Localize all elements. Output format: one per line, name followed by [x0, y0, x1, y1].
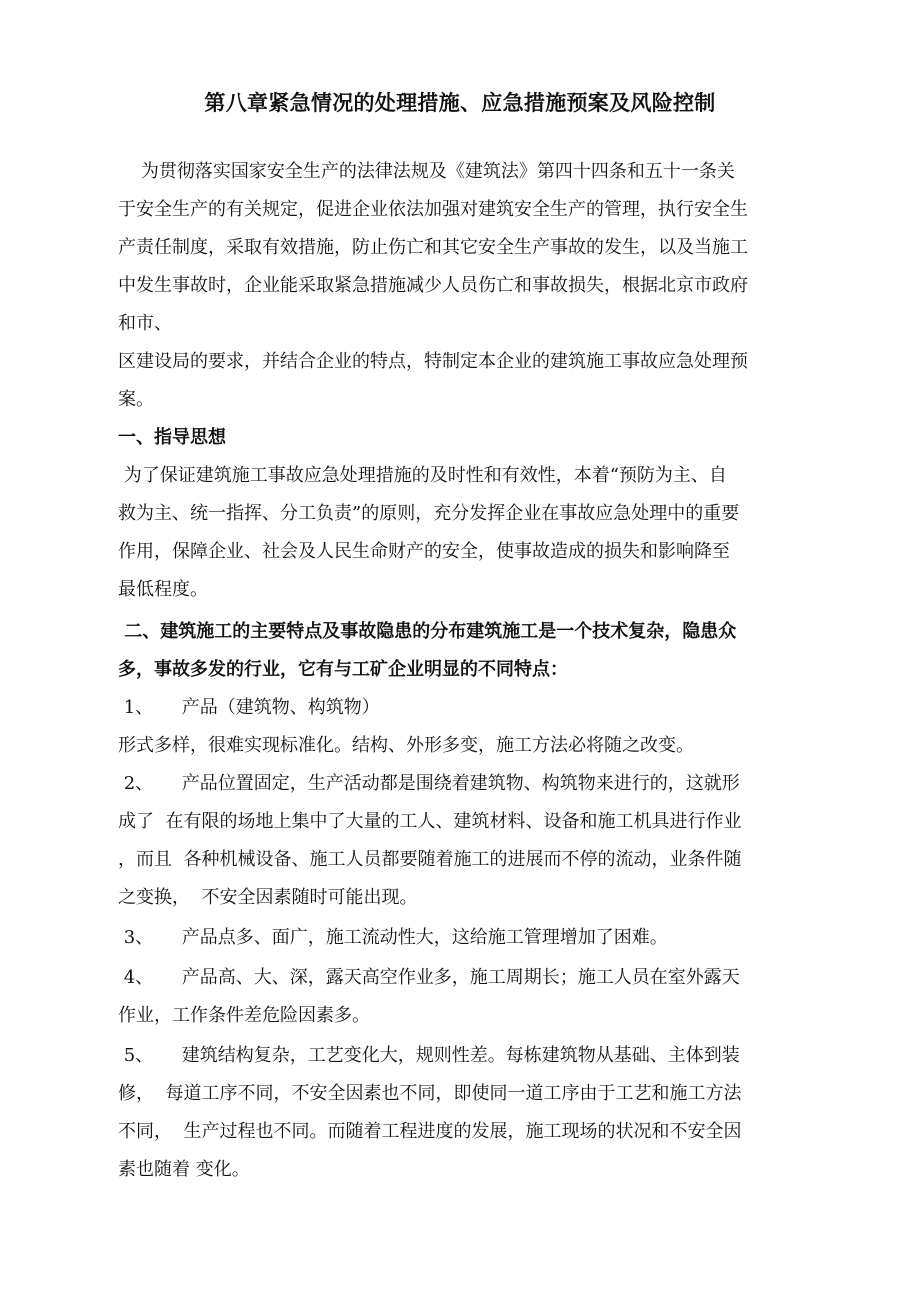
paragraph-line: 之变换， 不安全因素随时可能出现。 [118, 887, 418, 908]
paragraph-line: 为贯彻落实国家安全生产的法律法规及《建筑法》第四十四条和五十一条关 [118, 161, 735, 182]
paragraph-line: 作用，保障企业、社会及人民生命财产的安全，使事故造成的损失和影响降至 [118, 541, 730, 562]
paragraph-line: 最低程度。 [118, 579, 208, 600]
paragraph-line: ，而且 各种机械设备、施工人员都要随着施工的进展而不停的流动，业条件随 [118, 849, 742, 870]
paragraph-line: 修， 每道工序不同，不安全因素也不同，即使同一道工序由于工艺和施工方法 [118, 1083, 742, 1104]
paragraph-line: 作业，工作条件差危险因素多。 [118, 1005, 370, 1026]
paragraph-line: 案。 [118, 389, 154, 410]
paragraph-line: 不同， 生产过程也不同。而随着工程进度的发展，施工现场的状况和不安全因 [118, 1121, 742, 1142]
paragraph-line: 区建设局的要求，并结合企业的特点，特制定本企业的建筑施工事故应急处理预 [118, 351, 748, 372]
paragraph-line: 中发生事故时，企业能采取紧急措施减少人员伤亡和事故损失，根据北京市政府 [118, 275, 748, 296]
paragraph-line: 产责任制度，采取有效措施，防止伤亡和其它安全生产事故的发生，以及当施工 [118, 237, 748, 258]
list-item: 1、 产品（建筑物、构筑物） [118, 697, 380, 718]
section-heading: 多，事故多发的行业，它有与工矿企业明显的不同特点： [118, 659, 568, 680]
paragraph-line: 救为主、统一指挥、分工负责”的原则，充分发挥企业在事故应急处理中的重要 [118, 503, 740, 524]
paragraph-line: 和市、 [118, 313, 172, 334]
list-item: 3、 产品点多、面广，施工流动性大，这给施工管理增加了困难。 [118, 927, 668, 948]
paragraph-line: 形式多样，很难实现标准化。结构、外形多变，施工方法必将随之改变。 [118, 735, 694, 756]
section-heading: 二、建筑施工的主要特点及事故隐患的分布建筑施工是一个技术复杂，隐患众 [118, 621, 737, 642]
paragraph-line: 素也随着 变化。 [118, 1159, 250, 1180]
list-item: 4、 产品高、大、深，露天高空作业多，施工周期长；施工人员在室外露天 [118, 967, 740, 988]
paragraph-line: 于安全生产的有关规定，促进企业依法加强对建筑安全生产的管理，执行安全生 [118, 199, 748, 220]
paragraph-line: 为了保证建筑施工事故应急处理措施的及时性和有效性，本着“预防为主、自 [118, 465, 727, 486]
section-heading: 一、指导思想 [118, 427, 226, 448]
page-title: 第八章紧急情况的处理措施、应急措施预案及风险控制 [204, 91, 716, 115]
list-item: 5、 建筑结构复杂，工艺变化大，规则性差。每栋建筑物从基础、主体到装 [118, 1045, 740, 1066]
paragraph-line: 成了 在有限的场地上集中了大量的工人、建筑材料、设备和施工机具进行作业 [118, 811, 742, 832]
list-item: 2、 产品位置固定，生产活动都是围绕着建筑物、构筑物来进行的，这就形 [118, 773, 740, 794]
